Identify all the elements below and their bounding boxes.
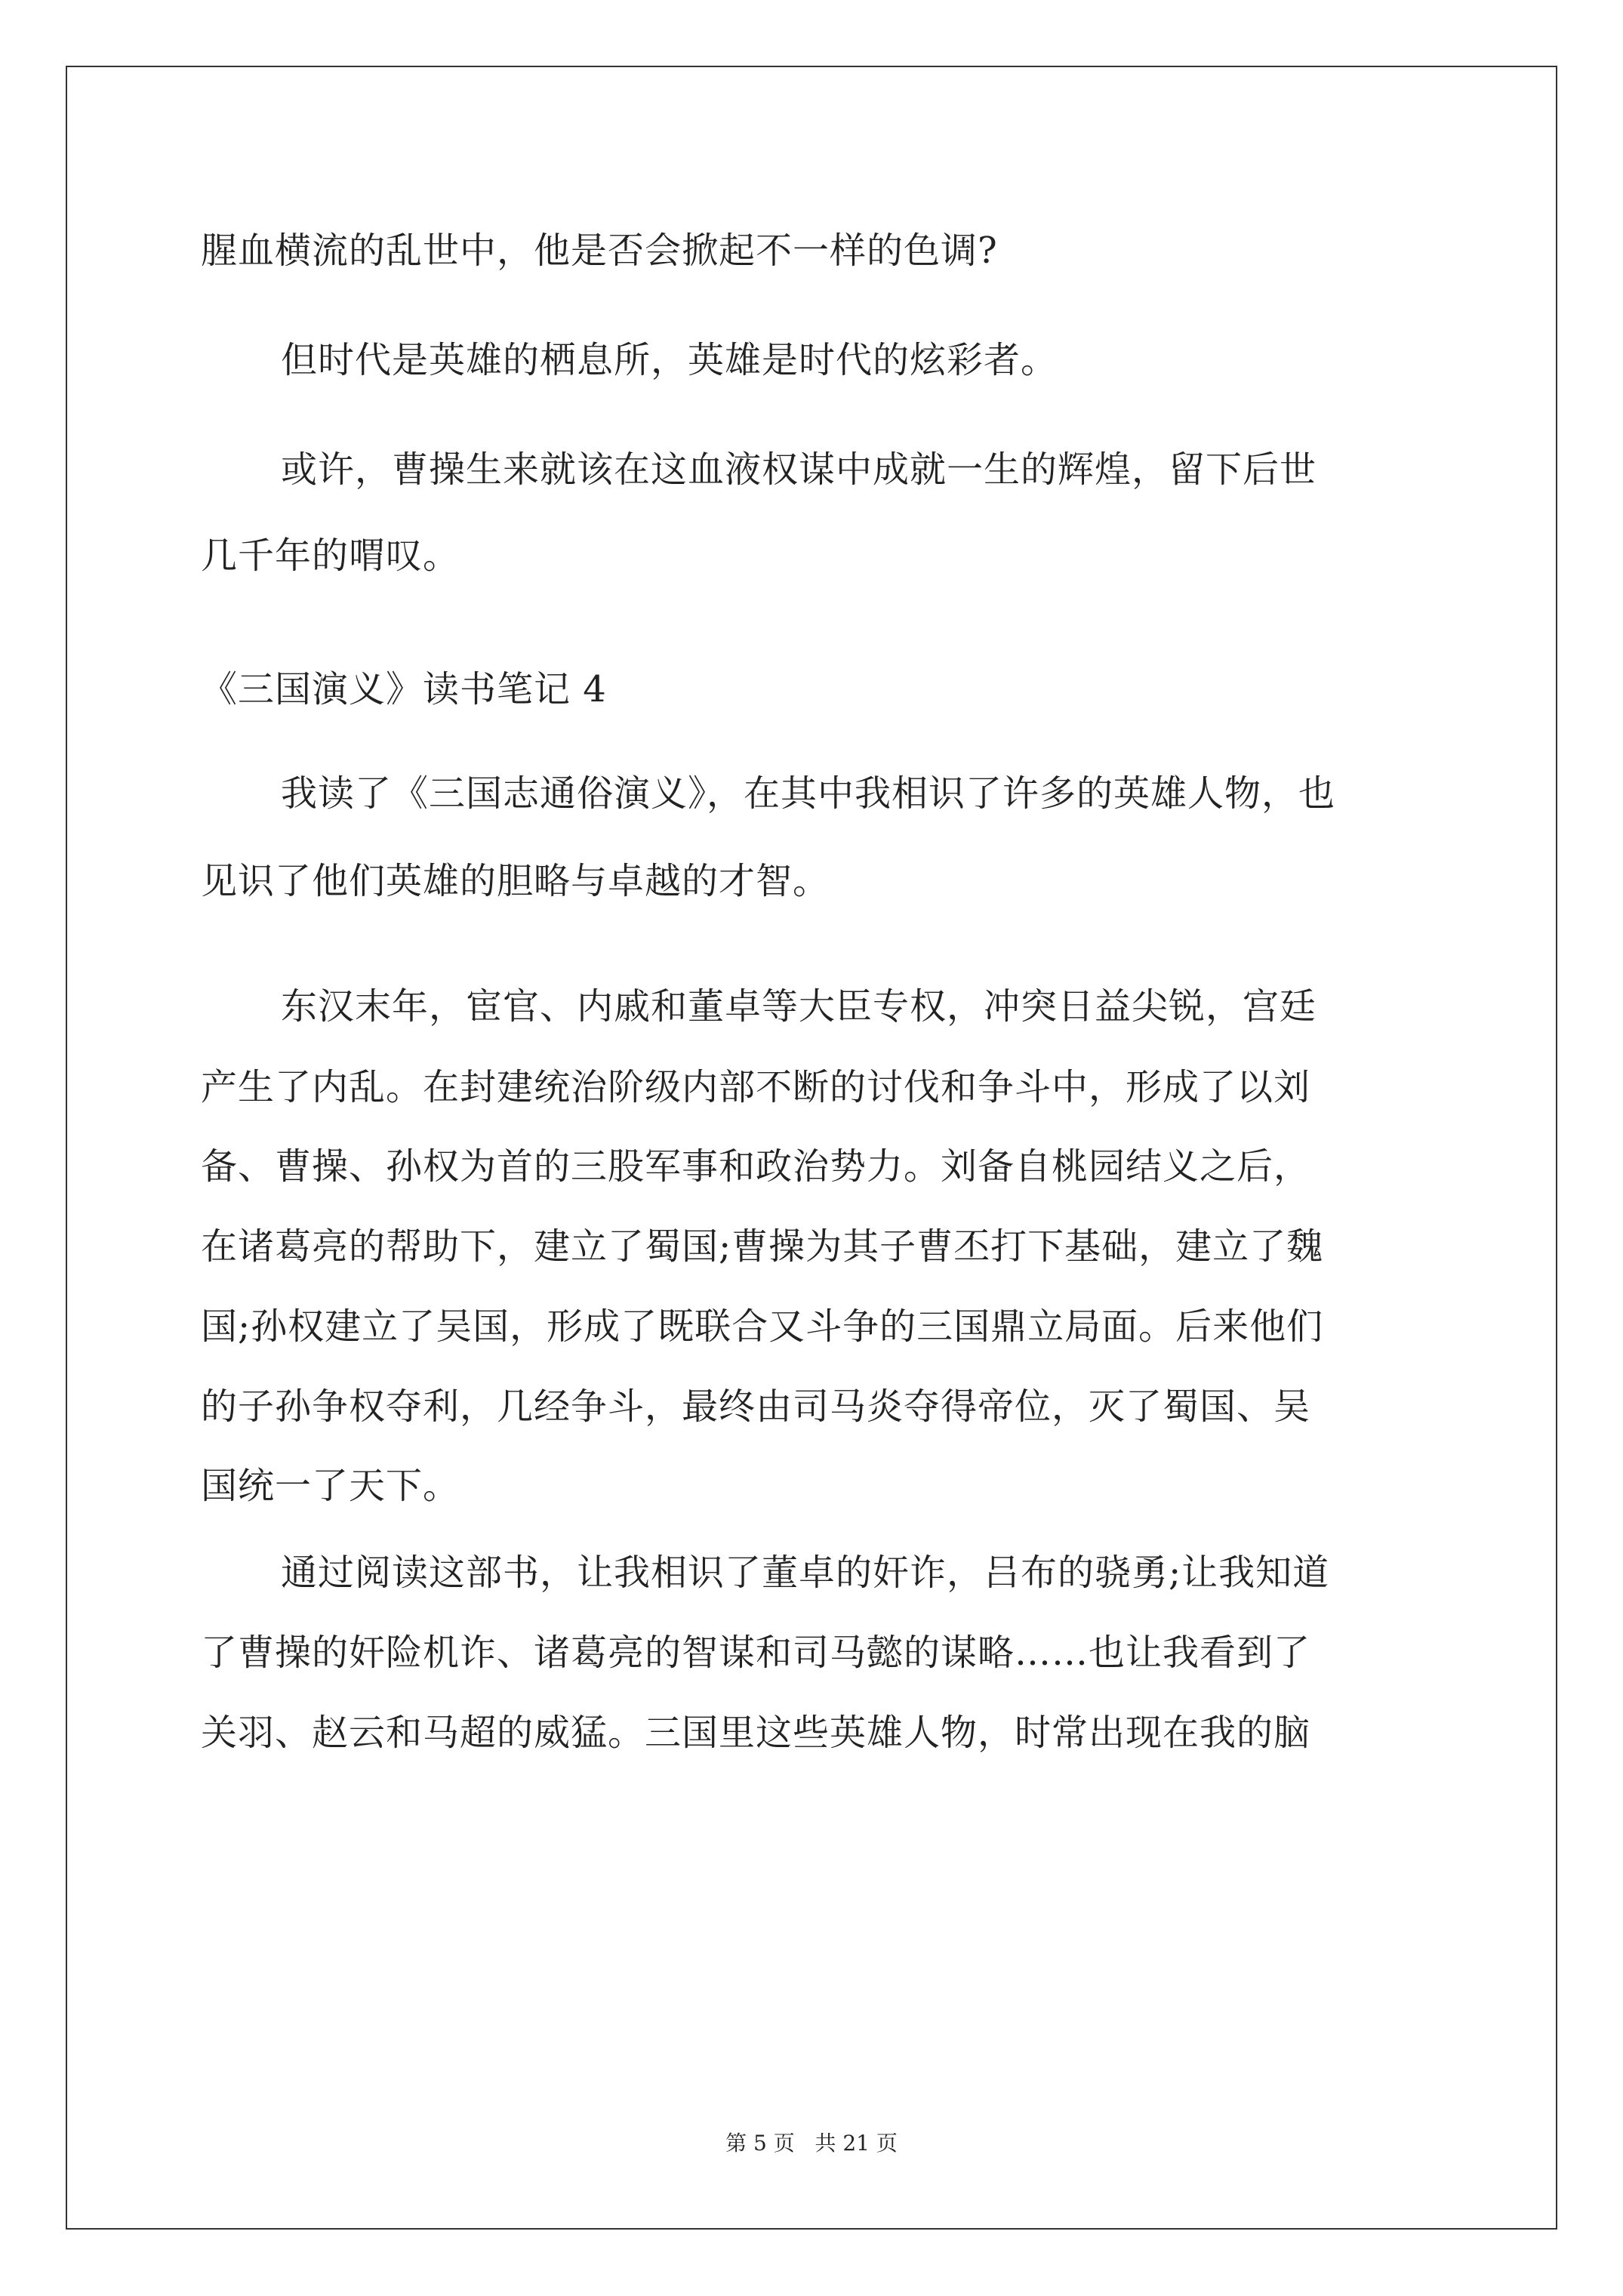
paragraph-line: 通过阅读这部书，让我相识了董卓的奸诈，吕布的骁勇;让我知道 bbox=[281, 1552, 1330, 1594]
text-line: 了曹操的奸险机诈、诸葛亮的智谋和司马懿的谋略……也让我看到了 bbox=[201, 1632, 1311, 1674]
paragraph-line: 但时代是英雄的栖息所，英雄是时代的炫彩者。 bbox=[281, 339, 1058, 381]
section-heading: 《三国演义》读书笔记 4 bbox=[201, 668, 607, 710]
text-line: 关羽、赵云和马超的威猛。三国里这些英雄人物，时常出现在我的脑 bbox=[201, 1712, 1311, 1754]
text-line: 的子孙争权夺利，几经争斗，最终由司马炎夺得帝位，灭了蜀国、吴 bbox=[201, 1385, 1311, 1428]
text-line: 见识了他们英雄的胆略与卓越的才智。 bbox=[201, 860, 830, 902]
text-line: 国;孙权建立了吴国，形成了既联合又斗争的三国鼎立局面。后来他们 bbox=[201, 1305, 1324, 1348]
text-line: 国统一了天下。 bbox=[201, 1465, 460, 1507]
paragraph-line: 或许，曹操生来就该在这血液权谋中成就一生的辉煌，留下后世 bbox=[281, 448, 1317, 491]
paragraph-line: 我读了《三国志通俗演义》，在其中我相识了许多的英雄人物，也 bbox=[281, 772, 1336, 815]
text-line: 产生了内乱。在封建统治阶级内部不断的讨伐和争斗中，形成了以刘 bbox=[201, 1066, 1311, 1108]
text-line: 备、曹操、孙权为首的三股军事和政治势力。刘备自桃园结义之后， bbox=[201, 1145, 1311, 1188]
paragraph-line: 东汉末年，宦官、内戚和董卓等大臣专权，冲突日益尖锐，宫廷 bbox=[281, 985, 1317, 1028]
text-line: 几千年的喟叹。 bbox=[201, 535, 460, 577]
page-number-footer: 第 5 页 共 21 页 bbox=[725, 2131, 898, 2156]
text-line: 腥血横流的乱世中，他是否会掀起不一样的色调? bbox=[201, 230, 998, 272]
text-line: 在诸葛亮的帮助下，建立了蜀国;曹操为其子曹丕打下基础，建立了魏 bbox=[201, 1225, 1324, 1268]
